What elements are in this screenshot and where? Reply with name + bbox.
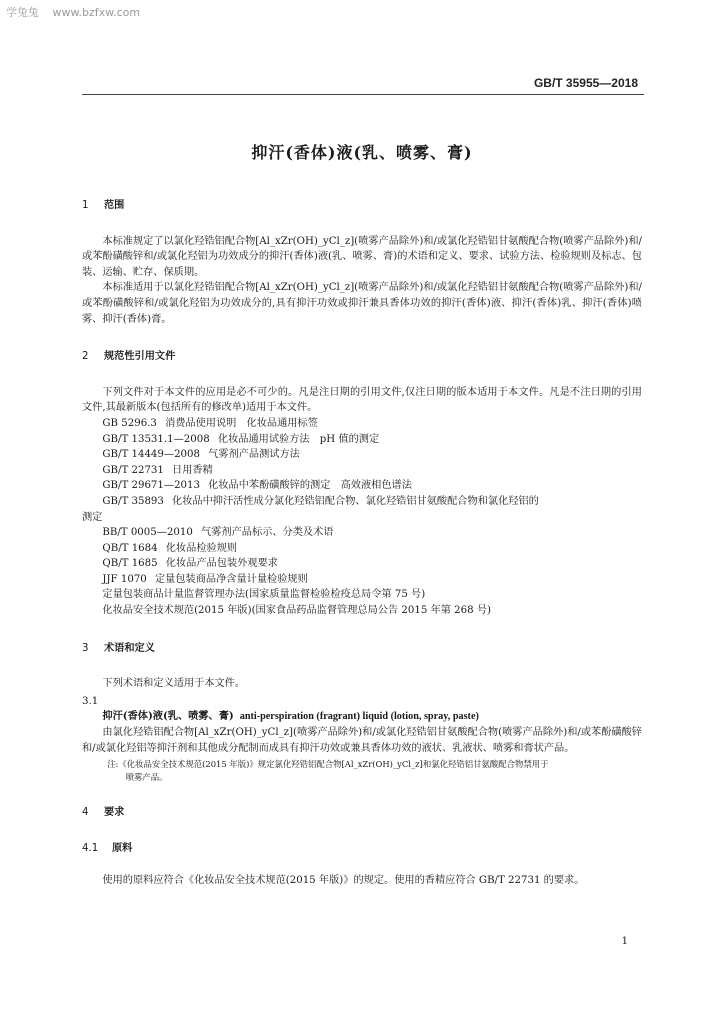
subsection-title: 原料 xyxy=(112,843,133,854)
reference-item: GB/T 29671—2013 化妆品中苯酚磺酸锌的测定 高效液相色谱法 xyxy=(102,480,412,492)
subsection-number: 4.1 xyxy=(82,843,99,854)
document-title: 抑汗(香体)液(乳、喷雾、膏) xyxy=(251,143,473,162)
section-number: 3 xyxy=(82,642,89,654)
reference-item: 化妆品安全技术规范(2015 年版)(国家食品药品监督管理总局公告 2015 年第 268 号) xyxy=(102,605,492,617)
term-english: anti-perspiration (fragrant) liquid (lotion, spray, paste) xyxy=(239,711,479,723)
section-title: 术语和定义 xyxy=(104,642,155,654)
term-name xyxy=(82,709,642,725)
term-definition: 由氯化羟锆铝配合物[Al_xZr(OH)_yCl_z](喷雾产品除外)和/或氯化羟锆铝甘氨酸配合物(喷雾产品除外)和/或苯酚磺酸锌和/或氯化羟铝等抑汗剂和其他成分配制而成具有抑汗功效或兼具香体功效的液状、乳液状、喷雾和膏状产品。 xyxy=(82,727,642,754)
subsection-4-1-heading xyxy=(82,841,642,857)
watermark-url: www.bzfxw.com xyxy=(52,6,141,19)
reference-item-continuation: 测定 xyxy=(82,511,103,523)
reference-item: GB/T 35893 化妆品中抑汗活性成分氯化羟锆铝配合物、氯化羟锆铝甘氨酸配合物和氯化羟铝的 xyxy=(102,495,539,507)
section-2-body xyxy=(82,385,642,619)
section-3-heading xyxy=(82,641,642,657)
scope-paragraph-2: 本标准适用于以氯化羟锆铝配合物[Al_xZr(OH)_yCl_z](喷雾产品除外)和/或氯化羟锆铝甘氨酸配合物(喷雾产品除外)和/或苯酚磺酸锌和/或氯化羟铝为功效成分的,具有抑汗功效或抑汗兼具香体功效的抑汗(香体)液、抑汗(香体)乳、抑汗(香体)喷雾、抑汗(香体)膏。 xyxy=(82,282,642,325)
section-number: 4 xyxy=(82,807,89,819)
reference-item: 定量包装商品计量监督管理办法(国家质量监督检验检疫总局令第 75 号) xyxy=(102,589,426,601)
section-title: 范围 xyxy=(104,200,125,211)
section-number: 2 xyxy=(82,351,89,363)
reference-item: BB/T 0005—2010 气雾剂产品标示、分类及术语 xyxy=(102,527,334,539)
reference-item: QB/T 1684 化妆品检验规则 xyxy=(102,542,238,554)
terms-intro: 下列术语和定义适用于本文件。 xyxy=(102,678,246,690)
reference-item: GB/T 14449—2008 气雾剂产品测试方法 xyxy=(102,449,300,461)
reference-item: GB/T 13531.1—2008 化妆品通用试验方法 pH 值的测定 xyxy=(102,433,380,445)
section-4-heading xyxy=(82,805,642,821)
section-number: 1 xyxy=(82,200,89,211)
term-number: 3.1 xyxy=(82,695,99,707)
reference-item: QB/T 1685 化妆品产品包装外观要求 xyxy=(102,558,278,570)
section-title: 规范性引用文件 xyxy=(104,351,176,363)
header-divider xyxy=(82,94,644,95)
section-title: 要求 xyxy=(104,807,125,819)
watermark-site-name: 学兔兔 xyxy=(6,6,39,19)
watermark xyxy=(6,4,150,20)
page-number: 1 xyxy=(621,936,628,947)
section-2-heading xyxy=(82,349,642,365)
section-1-body xyxy=(82,234,642,328)
document-body xyxy=(82,198,642,888)
scope-paragraph-1: 本标准规定了以氯化羟锆铝配合物[Al_xZr(OH)_yCl_z](喷雾产品除外)和/或氯化羟锆铝甘氨酸配合物(喷雾产品除外)和/或苯酚磺酸锌和/或氯化羟铝为功效成分的抑汗(香体)液(乳、喷雾、膏)的术语和定义、要求、试验方法、检验规则及标志、包装、运输、贮存、保质期。 xyxy=(82,235,642,278)
reference-item: GB/T 22731 日用香精 xyxy=(102,464,213,476)
references-intro: 下列文件对于本文件的应用是必不可少的。凡是注日期的引用文件,仅注日期的版本适用于本文件。凡是不注日期的引用文件,其最新版本(包括所有的修改单)适用于本文件。 xyxy=(82,386,642,414)
standard-code: GB/T 35955—2018 xyxy=(533,76,638,90)
reference-item: JJF 1070 定量包装商品净含量计量检验规则 xyxy=(102,573,308,585)
reference-item: GB 5296.3 消费品使用说明 化妆品通用标签 xyxy=(102,417,318,429)
section-3-body xyxy=(82,676,642,783)
term-note: 注:《化妆品安全技术规范(2015 年版)》规定氯化羟锆铝配合物[Al_xZr(OH)_yCl_z]和氯化羟锆铝甘氨酸配合物禁用于 喷雾产品。 xyxy=(107,759,549,782)
term-chinese: 抑汗(香体)液(乳、喷雾、膏) xyxy=(102,710,234,723)
section-1-heading xyxy=(82,198,642,214)
raw-materials-paragraph: 使用的原料应符合《化妆品安全技术规范(2015 年版)》的规定。使用的香精应符合 GB/T 22731 的要求。 xyxy=(102,874,585,886)
